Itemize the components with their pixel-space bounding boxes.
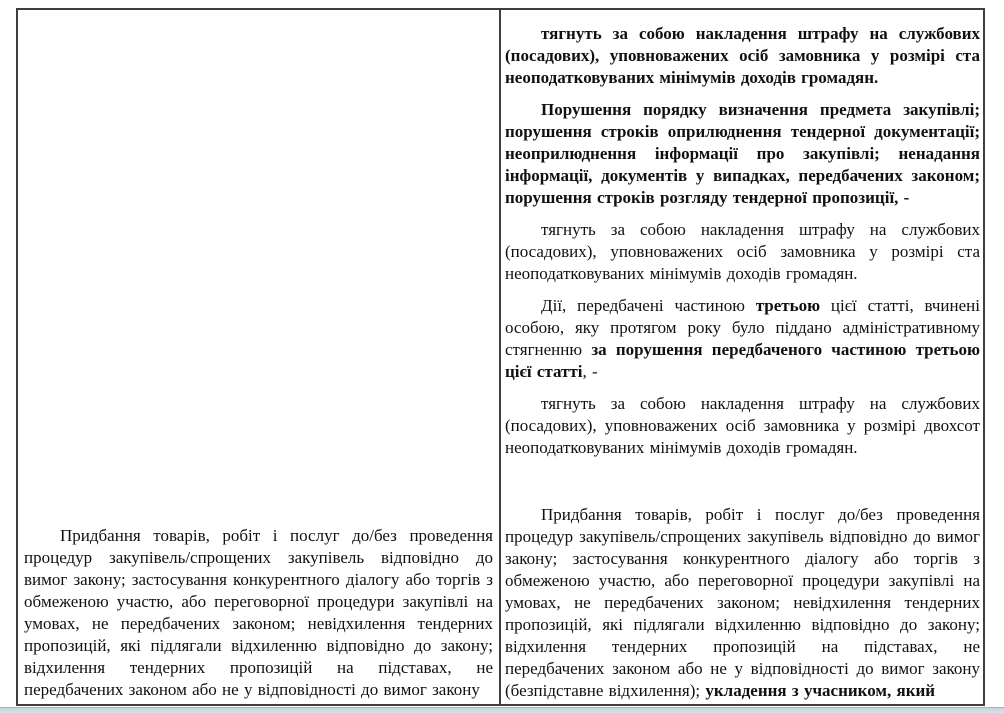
text-run: тягнуть за собою накладення штрафу на службових (посадових), уповноважених осіб замовника у розмірі двохсот неоподатковуваних мінімумів доходів громадян. — [505, 394, 980, 457]
left-column-cell — [18, 10, 501, 704]
paragraph — [505, 99, 980, 209]
text-run: Дії, передбачені частиною — [541, 296, 756, 315]
bold-text-run: третьою — [755, 296, 821, 315]
text-run: тягнуть за собою накладення штрафу на службових (посадових), уповноважених осіб замовника у розмірі ста неоподатковуваних мінімумів доходів громадян. — [505, 220, 980, 283]
right-column-cell — [501, 10, 983, 704]
bold-text-run: тягнуть за собою накладення штрафу на службових (посадових), уповноважених осіб замовника у розмірі ста неоподатковуваних мінімумів доходів громадян. — [505, 24, 980, 87]
paragraph — [505, 23, 980, 89]
paragraph — [505, 393, 980, 459]
page-bottom-edge-bar — [0, 707, 1004, 713]
paragraph — [24, 525, 493, 701]
paragraph — [505, 504, 980, 702]
text-run: , - — [582, 362, 598, 381]
text-run: цієї статті, вчинені особою, яку протягом року було піддано адміністративному стягненню — [505, 296, 980, 359]
bold-text-run: Порушення порядку визначення предмета закупівлі; порушення строків оприлюднення тендерної документації; неоприлюднення інформації про закупівлі; ненадання інформації, документів у випадках, передбачених законом; порушення строків розгляду тендерної пропозиції, - — [505, 100, 980, 207]
bold-text-run: за порушення передбаченого частиною третьою цієї статті — [505, 340, 980, 381]
paragraph — [505, 219, 980, 285]
comparison-table — [16, 8, 985, 706]
text-run: Придбання товарів, робіт і послуг до/без проведення процедур закупівель/спрощених закупівель відповідно до вимог закону; застосування конкурентного діалогу або торгів з обмеженою участю, або переговорної процедури закупівлі на умовах, не передбачених законом; невідхилення тендерних пропозицій, які підлягали відхиленню відповідно до закону; відхилення тендерних пропозицій на підставах, не передбачених законом або не у відповідності до вимог закону (безпідставне відхилення); — [505, 505, 980, 700]
bold-text-run: укладення з учасником, який — [705, 681, 936, 700]
paragraph — [505, 295, 980, 383]
text-run: Придбання товарів, робіт і послуг до/без проведення процедур закупівель/спрощених закупівель відповідно до вимог закону; застосування конкурентного діалогу або торгів з обмеженою участю, або переговорної процедури закупівлі на умовах, не передбачених законом; невідхилення тендерних пропозицій, які підлягали відхиленню відповідно до закону; відхилення тендерних пропозицій на підставах, не передбачених законом або не у відповідності до вимог закону — [24, 526, 493, 699]
